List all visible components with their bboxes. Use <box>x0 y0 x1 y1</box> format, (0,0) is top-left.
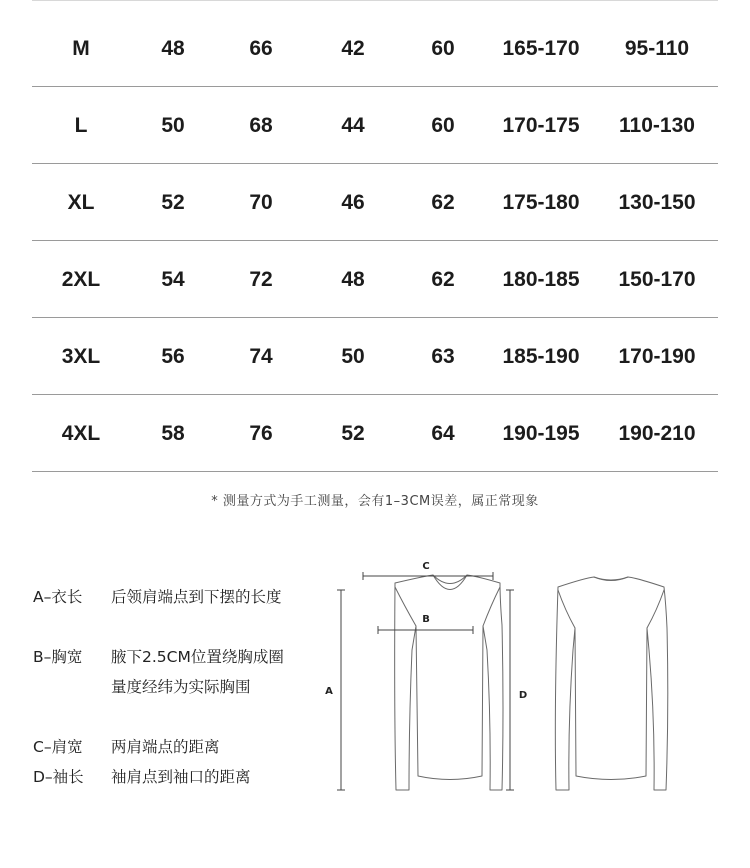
back-right-seam <box>647 590 664 628</box>
measurement-cell: 63 <box>431 345 455 368</box>
measurement-cell: 72 <box>249 268 273 291</box>
measurement-cell: 150-170 <box>618 268 696 291</box>
measurement-cell: 62 <box>431 191 455 214</box>
legend-key-b: B–胸宽 <box>33 648 83 666</box>
legend-desc-d: 袖肩点到袖口的距离 <box>111 768 251 786</box>
measurement-cell: 42 <box>341 37 365 60</box>
measurement-cell: 54 <box>161 268 185 291</box>
size-label-cell: 3XL <box>61 345 101 368</box>
measurement-cell: 170-175 <box>502 114 580 137</box>
measurement-cell: 68 <box>249 114 273 137</box>
measurement-cell: 74 <box>249 345 273 368</box>
measurement-cell: 60 <box>431 114 455 137</box>
measurement-cell: 170-190 <box>618 345 696 368</box>
measurement-cell: 62 <box>431 268 455 291</box>
measurement-cell: 52 <box>341 422 365 445</box>
size-label-cell: 2XL <box>61 268 101 291</box>
measurement-cell: 50 <box>161 114 185 137</box>
measurement-cell: 76 <box>249 422 273 445</box>
measurement-cell: 60 <box>431 37 455 60</box>
size-label-cell: XL <box>67 191 95 214</box>
measurement-cell: 110-130 <box>619 114 695 137</box>
measurement-cell: 190-195 <box>502 422 580 445</box>
back-left-seam <box>558 590 575 628</box>
legend-key-a: A–衣长 <box>33 588 83 606</box>
dimension-c-label: C <box>422 561 430 572</box>
legend-key-d: D–袖长 <box>33 768 84 786</box>
legend-key-c: C–肩宽 <box>33 738 83 756</box>
front-left-seam <box>395 587 416 626</box>
table-row <box>32 241 718 318</box>
dimension-b-label: B <box>422 614 430 625</box>
measurement-note: * 测量方式为手工测量，会有1–3CM误差，属正常现象 <box>211 494 539 509</box>
table-row <box>32 87 718 164</box>
measurement-cell: 70 <box>249 191 273 214</box>
measurement-cell: 64 <box>431 422 455 445</box>
back-shirt-outline <box>555 577 667 790</box>
legend-desc-c: 两肩端点的距离 <box>111 738 220 756</box>
measurement-cell: 56 <box>161 345 185 368</box>
front-shirt-outline <box>395 575 503 790</box>
measurement-cell: 190-210 <box>618 422 696 445</box>
measurement-cell: 46 <box>341 191 365 214</box>
legend-desc-a: 后领肩端点到下摆的长度 <box>111 588 282 606</box>
measurement-cell: 66 <box>249 37 273 60</box>
table-row <box>32 164 718 241</box>
measurement-cell: 175-180 <box>502 191 580 214</box>
measurement-cell: 52 <box>161 191 185 214</box>
dimension-d-label: D <box>518 690 528 701</box>
measurement-cell: 95-110 <box>624 37 690 60</box>
front-right-seam <box>483 587 500 626</box>
size-label-cell: M <box>72 37 90 60</box>
measurement-cell: 44 <box>341 114 365 137</box>
measurement-cell: 185-190 <box>502 345 580 368</box>
measurement-cell: 58 <box>161 422 185 445</box>
measurement-cell: 50 <box>341 345 365 368</box>
measurement-cell: 48 <box>161 37 185 60</box>
table-row <box>32 10 718 87</box>
table-top-border <box>32 0 718 1</box>
table-row <box>32 395 718 472</box>
table-row <box>32 318 718 395</box>
tshirt-measurement-diagram <box>310 550 710 810</box>
legend-desc-b: 腋下2.5CM位置绕胸成圈量度经纬为实际胸围 <box>111 648 284 696</box>
size-label-cell: L <box>74 114 88 137</box>
front-collar <box>433 575 467 590</box>
measurement-cell: 180-185 <box>502 268 580 291</box>
size-label-cell: 4XL <box>61 422 101 445</box>
measurement-cell: 48 <box>341 268 365 291</box>
measurement-cell: 130-150 <box>618 191 696 214</box>
measurement-cell: 165-170 <box>502 37 580 60</box>
dimension-a-label: A <box>325 686 333 697</box>
